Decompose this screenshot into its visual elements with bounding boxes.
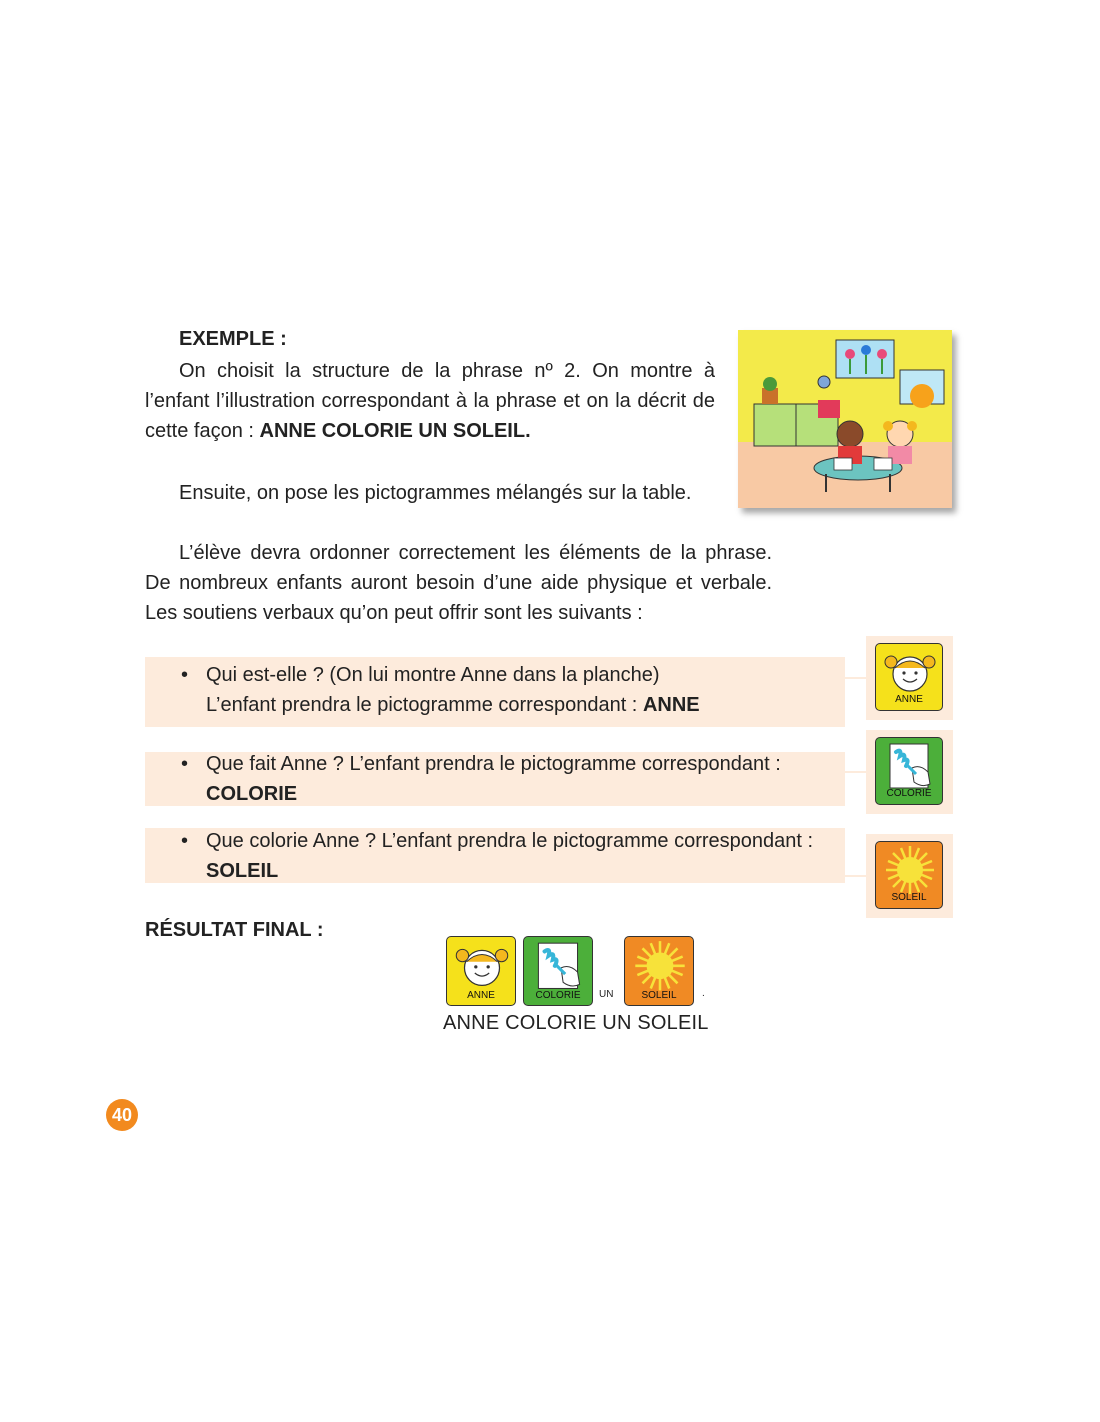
pictogram-label: COLORIE [886,788,932,799]
bullet-dot: • [181,753,189,775]
connector-line [844,771,866,773]
bullet-line-text: L’enfant prendra le pictogramme correspondant : [206,694,643,716]
result-sentence: ANNE COLORIE UN SOLEIL [443,1012,709,1034]
pictogram-card-colorie [866,730,953,814]
pictogram-card-anne [866,636,953,720]
pictogram-label: SOLEIL [891,892,927,903]
pictogram-anne [875,643,943,711]
example-sentence-bold: ANNE COLORIE UN SOLEIL. [259,420,531,442]
bullet-answer: COLORIE [206,783,298,805]
pictogram-label: COLORIE [535,990,581,1001]
result-pictogram-soleil [624,936,694,1006]
classroom-illustration [738,330,952,508]
bullet-dot: • [181,830,189,852]
connector-line [844,677,866,679]
example-heading: EXEMPLE : [179,328,287,350]
pictogram-soleil [875,841,943,909]
example-paragraph [145,356,715,446]
bullet-line [206,690,846,720]
pictogram-colorie [875,737,943,805]
bullet-item-colorie [145,752,845,806]
pictogram-card-soleil [866,834,953,918]
bullet-line: Qui est-elle ? (On lui montre Anne dans la planche) [206,664,660,686]
verbal-support-paragraph: L’élève devra ordonner correctement les éléments de la phrase. De nombreux enfants auront besoin d’une aide physique et verbale. Les soutiens verbaux qu’on peut offrir sont les suivants : [145,542,772,624]
result-pictogram-anne [446,936,516,1006]
bullet-item-anne [145,657,845,727]
bullet-line: Que colorie Anne ? L’enfant prendra le pictogramme correspondant : [206,830,814,852]
page-number-badge: 40 [106,1099,138,1131]
example-paragraph-text: On choisit la structure de la phrase nº 2. On montre à l’enfant l’illustration correspondant à la phrase et on la décrit de cette façon : [145,360,715,442]
pictogram-label: ANNE [467,990,495,1001]
result-pictogram-colorie [523,936,593,1006]
result-heading: RÉSULTAT FINAL : [145,919,324,941]
connector-line [844,875,866,877]
bullet-answer: ANNE [642,694,700,716]
pictogram-label: SOLEIL [641,990,677,1001]
result-period: . [702,988,705,999]
bullet-item-soleil [145,828,845,883]
bullet-dot: • [181,664,189,686]
result-word-un: UN [599,989,614,1000]
bullet-line: Que fait Anne ? L’enfant prendra le pictogramme correspondant : [206,753,781,775]
mixed-pictograms-paragraph: Ensuite, on pose les pictogrammes mélangés sur la table. [179,482,692,504]
bullet-answer: SOLEIL [206,860,279,882]
pictogram-label: ANNE [895,694,923,705]
